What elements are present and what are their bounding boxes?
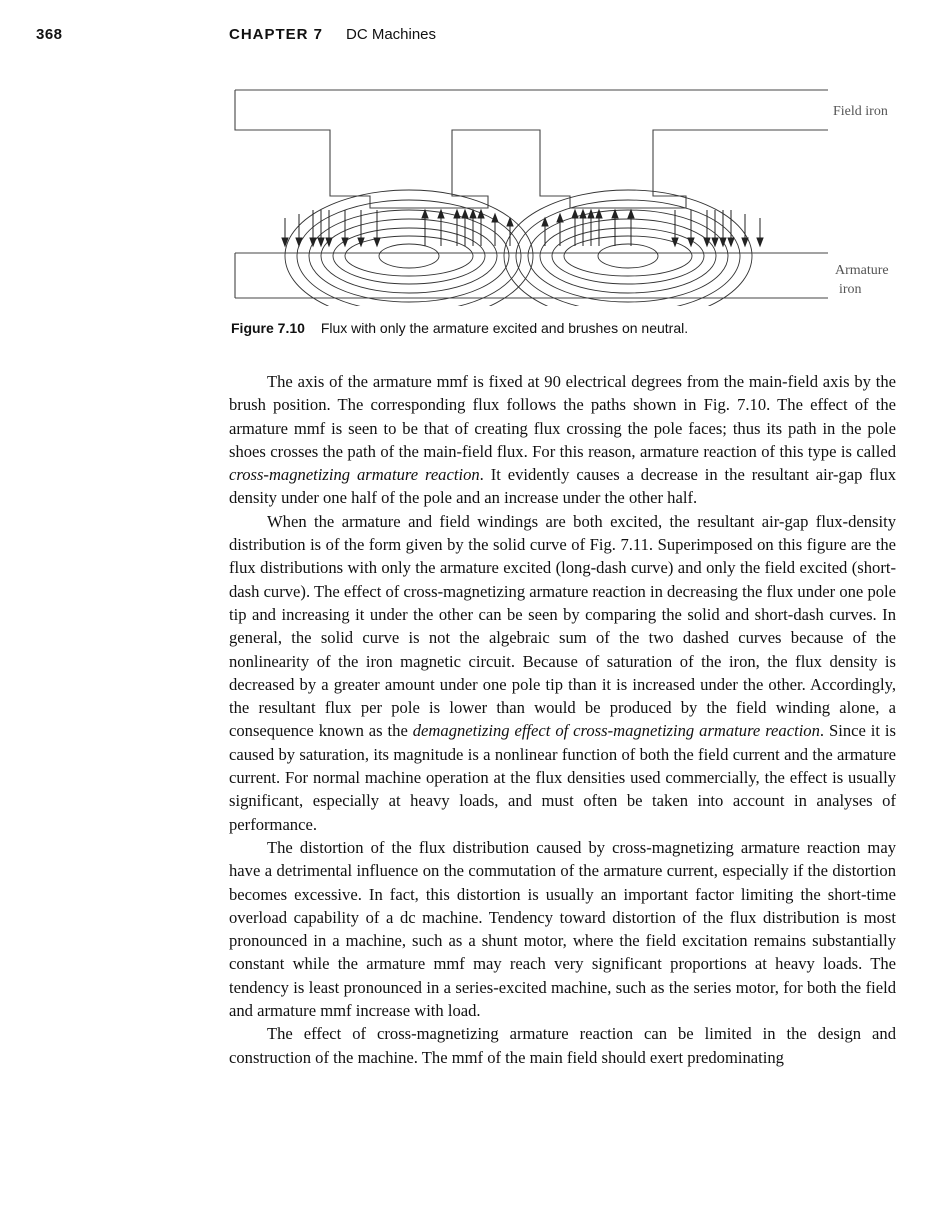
right-pole-flux-loops [504, 190, 752, 306]
page-header [36, 26, 916, 48]
right-pole-gap-arrows [542, 210, 763, 246]
label-field-iron: Field iron [833, 104, 888, 119]
label-armature-iron [835, 261, 889, 299]
label-armature-line1: Armature [835, 263, 889, 278]
field-iron-outline [235, 90, 828, 208]
paragraph-1-text-a: The axis of the armature mmf is fixed at 90 electrical degrees from the main-field axis by the brush position. The corresponding flux follows the paths shown in Fig. 7.10. The effect of the armature mmf is seen to be that of creating flux crossing the pole faces; thus its path in the pole shoes crosses the path of the main-field flux. For this reason, armature reaction of this type is called [229, 372, 896, 461]
paragraph-2-emphasis: demagnetizing effect of cross-magnetizing armature reaction [412, 721, 820, 741]
label-armature-line2: iron [839, 282, 862, 297]
paragraph-2 [229, 510, 896, 836]
figure-caption [231, 320, 911, 336]
paragraph-1-text-b: . It evidently causes a decrease in the resultant air-gap flux density under one half of the pole and an increase under the other half. [229, 465, 896, 508]
paragraph-1 [229, 370, 896, 510]
paragraph-3: The distortion of the flux distribution caused by cross-magnetizing armature reaction may have a detrimental influence on the commutation of the armature current, especially if the distortion becomes excessive. In fact, this distortion is usually an important factor limiting the short-time overload capability of a dc machine. Tendency toward distortion of the flux distribution is most pronounced in a machine, such as a shunt motor, where the field excitation remains substantially constant while the armature mmf may reach very significant proportions at heavy loads. The tendency is least pronounced in a series-excited machine, such as the series motor, for both the field and armature mmf increase with load. [229, 837, 896, 1021]
left-pole-flux-loops [285, 190, 533, 306]
flux-figure [230, 86, 910, 306]
chapter-title: DC Machines [346, 26, 437, 43]
flux-diagram [230, 86, 830, 306]
paragraph-2-text-b: . Since it is caused by saturation, its magnitude is a nonlinear function of both the field current and the armature current. For normal machine operation at the flux densities used commercially, the effect is usually significant, especially at heavy loads, and must often be taken into account in analyses of performance. [229, 721, 896, 834]
page-number: 368 [36, 26, 63, 43]
paragraph-2-text-a: When the armature and field windings are both excited, the resultant air-gap flux-density distribution is of the form given by the solid curve of Fig. 7.11. Superimposed on this figure are the flux distributions with only the armature excited (long-dash curve) and only the field excited (short-dash curve). The effect of cross-magnetizing armature reaction in decreasing the flux under one pole tip and increasing it under the other can be seen by comparing the solid and short-dash curves. In general, the solid curve is not the algebraic sum of the two dashed curves because of the nonlinearity of the iron magnetic circuit. Because of saturation of the iron, the flux density is decreased by a greater amount under one pole tip than it is increased under the other. Accordingly, the resultant flux per pole is lower than would be produced by the field winding alone, a consequence known as the [229, 511, 897, 741]
figure-caption-label: Figure 7.10 [231, 320, 305, 336]
chapter-label: CHAPTER 7 [229, 26, 324, 43]
paragraph-1-emphasis: cross-magnetizing armature reaction [229, 465, 480, 485]
figure-caption-text: Flux with only the armature excited and brushes on neutral. [320, 320, 689, 336]
paragraph-4: The effect of cross-magnetizing armature reaction can be limited in the design and construction of the machine. The mmf of the main field should exert predominating [229, 1024, 896, 1067]
body-text [229, 370, 896, 1069]
armature-iron-outline [235, 253, 828, 298]
